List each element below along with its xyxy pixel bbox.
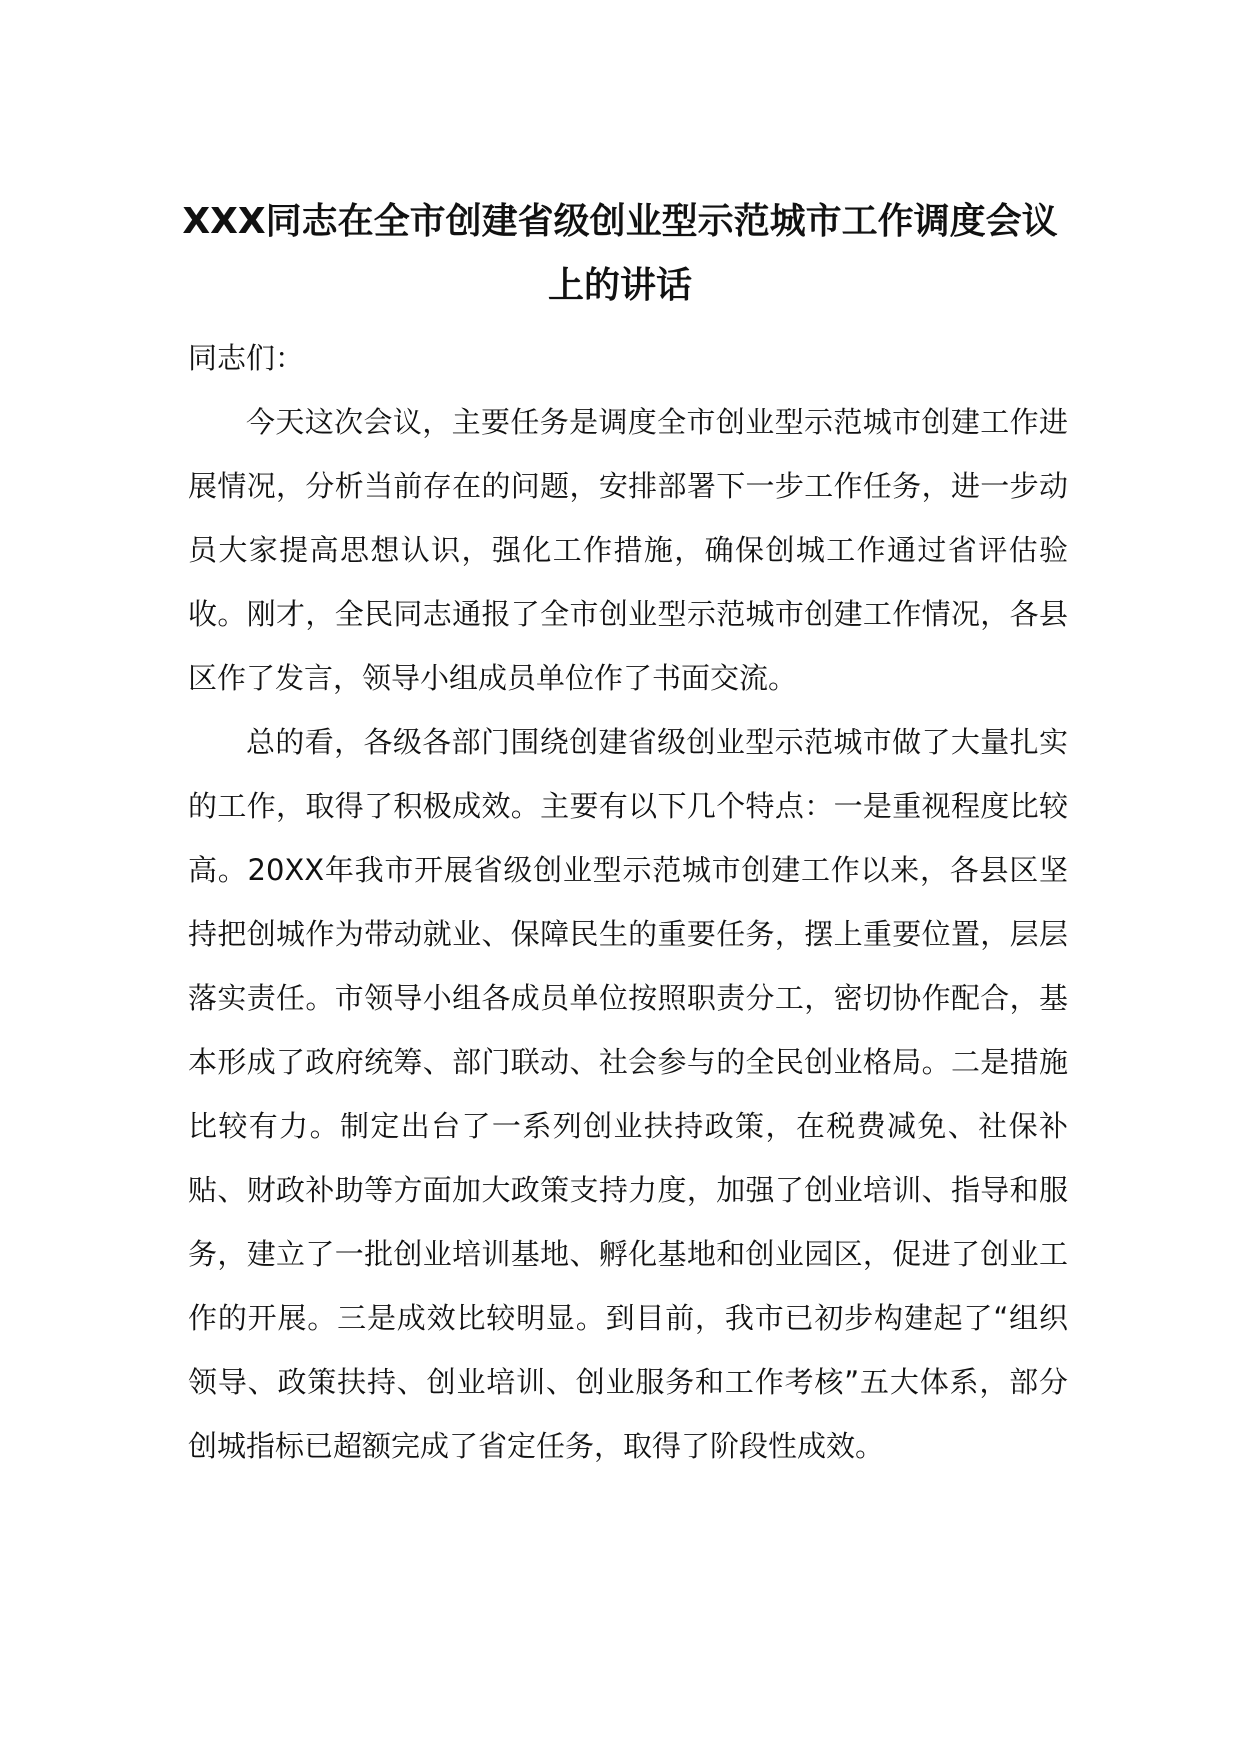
document-title: XXX同志在全市创建省级创业型示范城市工作调度会议上的讲话 xyxy=(182,201,1058,306)
paragraph-1: 今天这次会议，主要任务是调度全市创业型示范城市创建工作进展情况，分析当前存在的问题，安排部署下一步工作任务，进一步动员大家提高思想认识，强化工作措施，确保创城工作通过省评估验收。刚才，全民同志通报了全市创业型示范城市创建工作情况，各县区作了发言，领导小组成员单位作了书面交流。 xyxy=(188,405,1068,695)
document-body xyxy=(188,326,1068,1478)
salutation: 同志们： xyxy=(188,341,305,375)
paragraph-2: 总的看，各级各部门围绕创建省级创业型示范城市做了大量扎实的工作，取得了积极成效。主要有以下几个特点：一是重视程度比较高。20XX年我市开展省级创业型示范城市创建工作以来，各县区坚持把创城作为带动就业、保障民生的重要任务，摆上重要位置，层层落实责任。市领导小组各成员单位按照职责分工，密切协作配合，基本形成了政府统筹、部门联动、社会参与的全民创业格局。二是措施比较有力。制定出台了一系列创业扶持政策，在税费减免、社保补贴、财政补助等方面加大政策支持力度，加强了创业培训、指导和服务，建立了一批创业培训基地、孵化基地和创业园区，促进了创业工作的开展。三是成效比较明显。到目前，我市已初步构建起了“组织领导、政策扶持、创业培训、创业服务和工作考核”五大体系，部分创城指标已超额完成了省定任务，取得了阶段性成效。 xyxy=(188,725,1068,1463)
